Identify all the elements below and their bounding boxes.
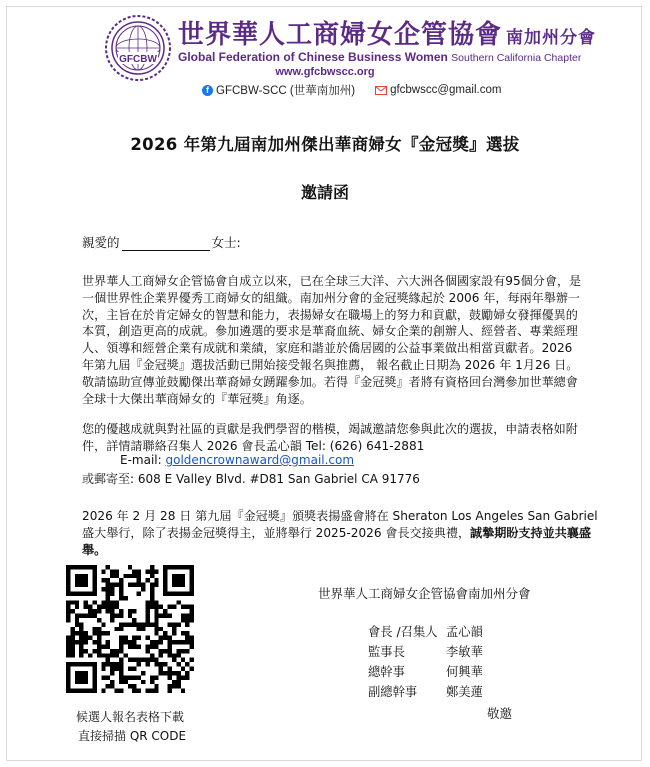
facebook-contact[interactable]	[202, 82, 355, 98]
ceremony-closing: 誠摯期盼支持並共襄盛舉。	[82, 526, 591, 557]
signature-org: 世界華人工商婦女企管協會南加州分會	[318, 586, 531, 601]
officer-role: 總幹事	[368, 665, 405, 679]
mailing-address: 或郵寄至: 608 E Valley Blvd. #D81 San Gabriel CA 91776	[82, 472, 420, 486]
email-address: gfcbwscc@gmail.com	[390, 84, 502, 96]
officer-name: 何興華	[446, 665, 483, 679]
award-email-link[interactable]: goldencrownaward@gmail.com	[165, 453, 355, 467]
invitation-paragraph: 您的優越成就與對社區的貢獻是我們學習的楷模，竭誠邀請您參與此次的選拔，申請表格如附件，詳情請聯絡召集人 2026 會長孟心韻 Tel: (626) 641-2881	[82, 422, 578, 453]
org-name-zh-main: 世界華人工商婦女企管協會	[178, 20, 503, 50]
invitation-heading: 邀請函	[300, 183, 349, 202]
org-name-en-main: Global Federation of Chinese Business Women	[178, 50, 448, 64]
contact-email-line	[120, 453, 354, 467]
mail-icon	[375, 85, 387, 96]
salutation-prefix: 親愛的	[82, 235, 120, 250]
officer-name: 李敏華	[446, 645, 483, 659]
officer-list	[368, 621, 483, 701]
qr-modules	[66, 565, 194, 693]
salutation-suffix: 女士:	[211, 235, 241, 250]
facebook-handle: GFCBW-SCC (世華南加州)	[216, 85, 356, 97]
email-label: E-mail:	[120, 453, 162, 467]
officer-row	[368, 641, 483, 661]
website-link[interactable]: www.gfcbwscc.org	[275, 66, 375, 78]
qr-caption-download: 候選人報名表格下載	[76, 710, 185, 724]
email-contact[interactable]	[375, 84, 501, 96]
ceremony-text: 2026 年 2 月 28 日 第九屆『金冠獎』頒獎表揚盛會將在 Sheraton Los Angeles San Gabriel 盛大舉行，除了表揚金冠獎得主，並將舉行 2025-2026 會長交接典禮，	[82, 509, 598, 540]
officer-role: 會長 /召集人	[368, 625, 438, 639]
officer-row	[368, 661, 483, 681]
page-title: 2026 年第九屆南加州傑出華商婦女『金冠獎』選拔	[130, 135, 520, 154]
chapter-name-zh: 南加州分會	[506, 28, 597, 48]
ceremony-paragraph	[82, 508, 612, 559]
salutation	[82, 233, 241, 251]
org-name-zh	[178, 14, 596, 51]
officer-role: 監事長	[368, 645, 405, 659]
name-blank-line	[122, 238, 210, 251]
officer-role: 副總幹事	[368, 685, 418, 699]
chapter-name-en: Southern California Chapter	[451, 52, 582, 64]
org-name-en	[178, 50, 581, 64]
facebook-icon: f	[202, 85, 213, 96]
officer-row	[368, 681, 483, 701]
registration-qr-code[interactable]	[66, 565, 194, 693]
contact-row	[202, 82, 501, 98]
qr-caption-scan: 直接掃描 QR CODE	[78, 729, 187, 743]
officer-name: 孟心韻	[446, 625, 483, 639]
intro-paragraph: 世界華人工商婦女企管協會自成立以來，已在全球三大洋、六大洲各個國家設有95個分會，是一個世界性企業界優秀工商婦女的組織。南加州分會的金冠獎緣起於 2006 年，每兩年舉辦一次，主旨在於肯定婦女的智慧和能力，表揚婦女在職場上的努力和貢獻，鼓勵婦女發揮優異的本質，創造更高的成就。參加遴選的要求是華裔血統、婦女企業的創辦人、經營者、專業經理人、領導和經營企業有成就和業績，家庭和諧並於僑居國的公益事業做出相當貢獻者。2026 年第九屆『金冠獎』選拔活動已開始接受報名與推薦， 報名截止日期為 2026 年 1月26 日。敬請協助宣傳並鼓勵傑出華裔婦女踴躍參加。若得『金冠獎』者將有資格回台灣參加世華總會全球十大傑出華商婦女的『華冠獎』角逐。	[82, 274, 582, 406]
closing-regards: 敬邀	[487, 706, 513, 721]
officer-name: 鄭美蓮	[446, 685, 483, 699]
officer-row	[368, 621, 483, 641]
svg-text:GFCBW: GFCBW	[119, 54, 157, 65]
